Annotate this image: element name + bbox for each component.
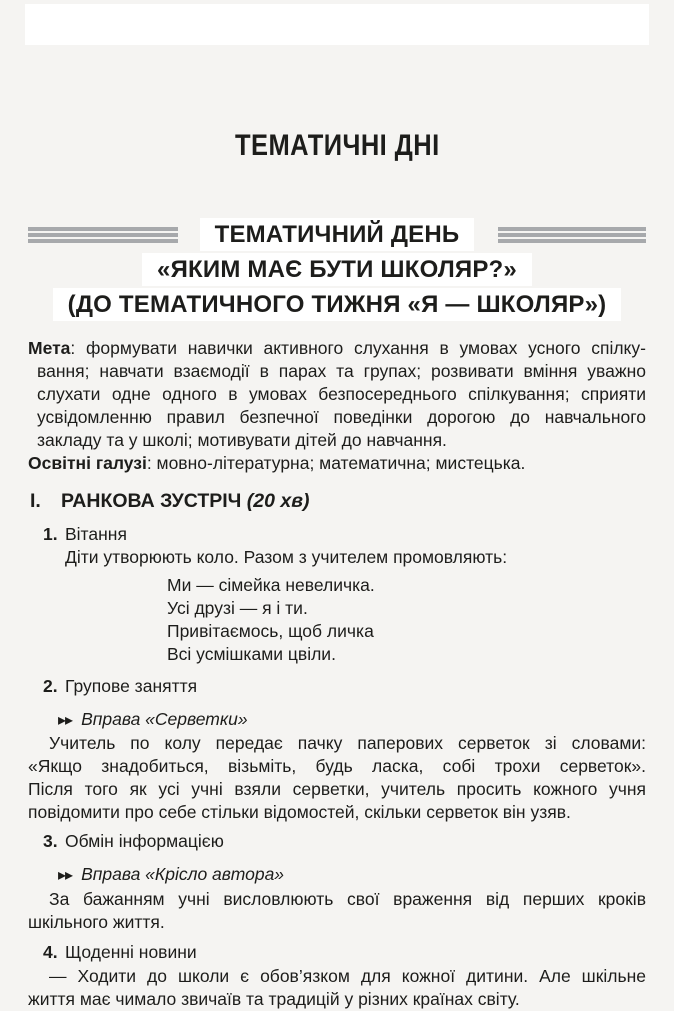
branches-label: Освітні галузі (28, 453, 147, 473)
branches-text: : мовно-літературна; математична; мистецька. (146, 453, 526, 473)
meta-line: слухати одне одного в умовах безпосереднього спілкування; сприяти (37, 384, 646, 404)
section-duration: (20 хв) (246, 490, 310, 512)
meta-paragraph (28, 337, 646, 452)
day-header-row (28, 253, 646, 288)
daily-news-paragraph (28, 965, 646, 1011)
page-header-bar (25, 4, 649, 45)
item-title: Щоденні новини (65, 942, 197, 962)
education-branches-line (28, 452, 646, 475)
greeting-intro: Діти утворюють коло. Разом з учителем промовляють: (65, 547, 508, 567)
list-item-daily-news (28, 941, 646, 964)
meta-line: усвідомленню правил безпечної поведінки дорогою до навчального (37, 407, 646, 427)
item-number: 1. (43, 524, 58, 544)
page-content (0, 218, 674, 1011)
meta-line: вання; навчати взаємодії в парах та групах; розвивати вміння уважно (37, 361, 646, 381)
list-item-greeting (28, 523, 646, 546)
day-header-row (28, 288, 646, 323)
paragraph-line: життя має чимало звичаїв та традицій у різних країнах світу. (28, 989, 520, 1009)
item-number: 3. (43, 831, 58, 851)
exercise-servetky-paragraph (28, 732, 646, 824)
exercise-title: Вправа «Серветки» (81, 709, 248, 729)
list-item-group-activity (28, 675, 646, 698)
day-header-row (28, 218, 646, 253)
paragraph-line: «Якщо знадобиться, візьміть, будь ласка, собі трохи серветок». (28, 756, 646, 776)
exercise-author-chair-paragraph (28, 888, 646, 934)
section-numeral: I. (30, 490, 41, 512)
meta-line (28, 337, 646, 360)
item-number: 4. (43, 942, 58, 962)
day-header (28, 218, 646, 323)
item-title: Вітання (65, 524, 127, 544)
list-item-information-exchange (28, 830, 646, 853)
section-heading-morning-meeting (28, 489, 646, 513)
greeting-poem (167, 574, 646, 666)
item-title: Обмін інформацією (65, 831, 224, 851)
day-header-line2: «ЯКИМ МАЄ БУТИ ШКОЛЯР?» (142, 253, 532, 286)
item-title: Групове заняття (65, 676, 198, 696)
exercise-heading-servetky (28, 708, 646, 732)
meta-label: Мета (28, 338, 71, 358)
paragraph-line: повідомити про себе стільки відомостей, скільки серветок він узяв. (28, 802, 571, 822)
paragraph-line: Після того як усі учні взяли серветки, учитель просить кожного учня (28, 779, 646, 799)
paragraph-line: шкільного життя. (28, 912, 165, 932)
day-header-line1: ТЕМАТИЧНИЙ ДЕНЬ (200, 218, 475, 251)
double-arrow-icon: ▸▸ (58, 867, 73, 884)
document-page (0, 4, 674, 1011)
poem-line: Привітаємось, щоб личка (167, 621, 374, 641)
exercise-title: Вправа «Крісло автора» (81, 864, 285, 884)
poem-line: Усі друзі — я і ти. (167, 598, 308, 618)
section-title: РАНКОВА ЗУСТРІЧ (61, 490, 242, 512)
paragraph-line: Учитель по колу передає пачку паперових серветок зі словами: (49, 733, 646, 753)
poem-line: Всі усмішками цвіли. (167, 644, 336, 664)
poem-line: Ми — сімейка невеличка. (167, 575, 375, 595)
exercise-heading-author-chair (28, 863, 646, 887)
page-title (0, 130, 674, 162)
double-arrow-icon: ▸▸ (58, 712, 73, 729)
meta-line: закладу та у школі; мотивувати дітей до навчання. (37, 430, 447, 450)
page-title-text: ТЕМАТИЧНІ ДНІ (234, 129, 440, 162)
meta-text: : формувати навички активного слухання в умовах усного спілку- (70, 338, 646, 358)
day-header-line3: (ДО ТЕМАТИЧНОГО ТИЖНЯ «Я — ШКОЛЯР») (53, 288, 622, 321)
paragraph-line: За бажанням учні висловлюють свої враження від перших кроків (49, 889, 646, 909)
item-number: 2. (43, 676, 58, 696)
paragraph-line: — Ходити до школи є обов’язком для кожної дитини. Але шкільне (49, 966, 646, 986)
